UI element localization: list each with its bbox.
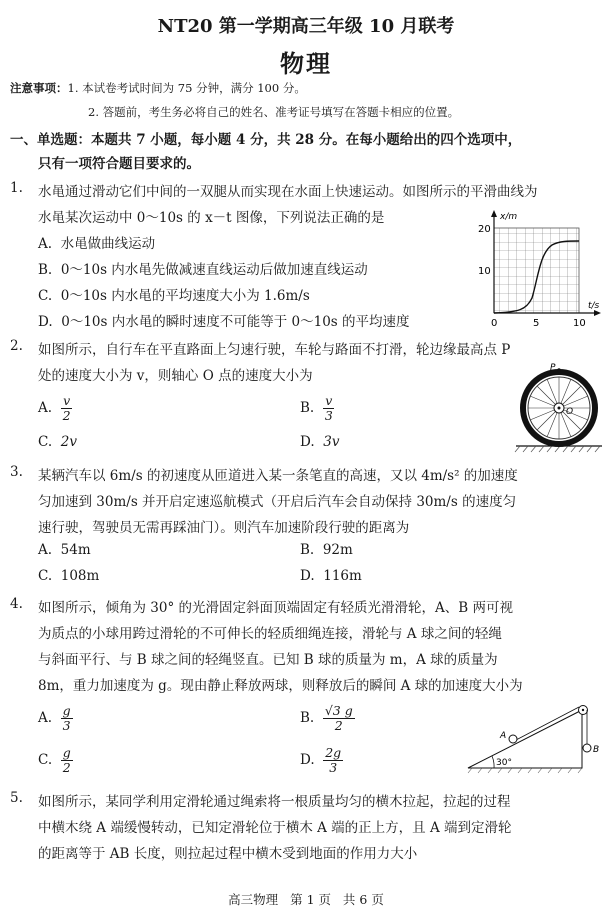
q2-option-b: B. $\frac{v}{3}$ <box>300 393 333 423</box>
footer-total: 共 6 页 <box>342 892 384 907</box>
label-o: O <box>566 407 574 417</box>
q3-stem-line1: 某辆汽车以 6m/s 的初速度从匝道进入某一条笔直的高速，又以 4m/s² 的加速度 <box>38 468 518 484</box>
q3-stem-line2: 匀加速到 30m/s 并开启定速巡航模式（开启后汽车会自动保持 30m/s 的速度匀 <box>38 494 517 510</box>
graph-y-tick-20: 20 <box>478 224 491 235</box>
q3-option-a: A. 54m <box>38 542 91 558</box>
graph-y-arrow-icon <box>491 210 497 217</box>
q1-xt-graph <box>474 208 604 332</box>
q1-option-b: B. 0～10s 内水黾先做减速直线运动后做加速直线运动 <box>38 262 368 278</box>
exam-title: NT20 第一学期高三年级 10 月联考 <box>157 16 455 37</box>
q1-stem-line2: 水黾某次运动中 0～10s 的 x－t 图像，下列说法正确的是 <box>38 210 385 226</box>
label-p: P <box>550 363 556 373</box>
q3-number: 3. <box>10 464 23 480</box>
page-footer <box>0 890 612 908</box>
q3-option-b: B. 92m <box>300 542 353 558</box>
angle-label: 30° <box>496 758 512 768</box>
footer-subject: 高三物理 <box>228 892 279 907</box>
q4-option-d: D. $\frac{2g}{3}$ <box>300 745 342 775</box>
incline-triangle <box>468 710 582 768</box>
q3-stem-line3: 速行驶，驾驶员无需再踩油门）。则汽车加速阶段行驶的距离为 <box>38 520 410 536</box>
q4-option-b: B. $\frac{√3 g}{2}$ <box>300 703 353 733</box>
label-a: A <box>500 731 507 741</box>
q3-option-d: D. 116m <box>300 568 362 584</box>
label-b: B <box>593 745 600 755</box>
q4-option-a: A. $\frac{g}{3}$ <box>38 703 71 733</box>
graph-y-label: x/m <box>500 212 518 222</box>
q4-stem-line3: 与斜面平行、与 B 球之间的轻绳竖直。已知 B 球的质量为 m，A 球的质量为 <box>38 652 498 668</box>
q1-option-c: C. 0～10s 内水黾的平均速度大小为 1.6m/s <box>38 288 310 304</box>
q1-number: 1. <box>10 180 23 196</box>
section-heading-line2: 只有一项符合题目要求的。 <box>38 156 200 172</box>
q5-stem-line2: 中横木绕 A 端缓慢转动，已知定滑轮位于横木 A 端的正上方，且 A 端到定滑轮 <box>38 820 512 836</box>
footer-page: 第 1 页 <box>290 892 331 907</box>
q3-option-c: C. 108m <box>38 568 100 584</box>
ball-b <box>583 744 591 752</box>
graph-x-tick-10: 10 <box>573 318 586 329</box>
graph-x-label: t/s <box>588 301 600 311</box>
q2-number: 2. <box>10 338 23 354</box>
graph-x-tick-0: 0 <box>491 318 498 329</box>
notes-item-1: 1. 本试卷考试时间为 75 分钟，满分 100 分。 <box>67 81 306 95</box>
q5-stem-line1: 如图所示，某同学利用定滑轮通过绳索将一根质量均匀的横木拉起，拉起的过程 <box>38 794 511 810</box>
q1-option-a: A. 水黾做曲线运动 <box>38 236 156 252</box>
section-heading-line1: 一、单选题：本题共 7 小题，每小题 4 分，共 28 分。在每小题给出的四个选项中， <box>10 132 522 148</box>
q2-stem-line1: 如图所示，自行车在平直路面上匀速行驶，车轮与路面不打滑，轮边缘最高点 P <box>38 342 511 358</box>
q4-stem-line1: 如图所示，倾角为 30° 的光滑固定斜面顶端固定有轻质光滑滑轮，A、B 两可视 <box>38 600 513 616</box>
q5-number: 5. <box>10 790 23 806</box>
graph-x-tick-5: 5 <box>533 318 540 329</box>
notes-item-2: 2. 答题前，考生务必将自己的姓名、准考证号填写在答题卡相应的位置。 <box>88 105 460 119</box>
q2-option-c: C. 2v <box>38 434 77 450</box>
q4-option-c: C. $\frac{g}{2}$ <box>38 745 71 775</box>
q4-number: 4. <box>10 596 23 612</box>
q1-stem-line1: 水黾通过滑动它们中间的一双腿从而实现在水面上快速运动。如图所示的平滑曲线为 <box>38 184 538 200</box>
q4-stem-line2: 为质点的小球用跨过滑轮的不可伸长的轻质细绳连接，滑轮与 A 球之间的轻绳 <box>38 626 502 642</box>
axle-point-o <box>558 407 561 410</box>
q2-option-a: A. $\frac{v}{2}$ <box>38 393 71 423</box>
incline-hatching <box>468 768 582 773</box>
ball-a <box>509 735 517 743</box>
graph-y-tick-10: 10 <box>478 266 491 277</box>
top-point-p <box>557 368 561 372</box>
q2-bicycle-wheel <box>514 362 604 454</box>
q2-stem-line2: 处的速度大小为 v，则轴心 O 点的速度大小为 <box>38 368 313 384</box>
rope-to-a <box>516 707 579 740</box>
notes-label: 注意事项： <box>10 81 68 95</box>
notes-first-line <box>10 80 306 96</box>
pulley-axle <box>582 709 584 711</box>
angle-arc <box>492 756 494 768</box>
q5-stem-line3: 的距离等于 AB 长度，则拉起过程中横木受到地面的作用力大小 <box>38 846 418 862</box>
q4-incline-diagram <box>462 704 606 776</box>
q4-stem-line4: 8m，重力加速度为 g。现由静止释放两球，则释放后的瞬间 A 球的加速度大小为 <box>38 678 523 694</box>
q2-option-d: D. 3v <box>300 434 340 450</box>
subject-title: 物理 <box>280 49 332 78</box>
q1-option-d: D. 0～10s 内水黾的瞬时速度不可能等于 0～10s 的平均速度 <box>38 314 410 330</box>
